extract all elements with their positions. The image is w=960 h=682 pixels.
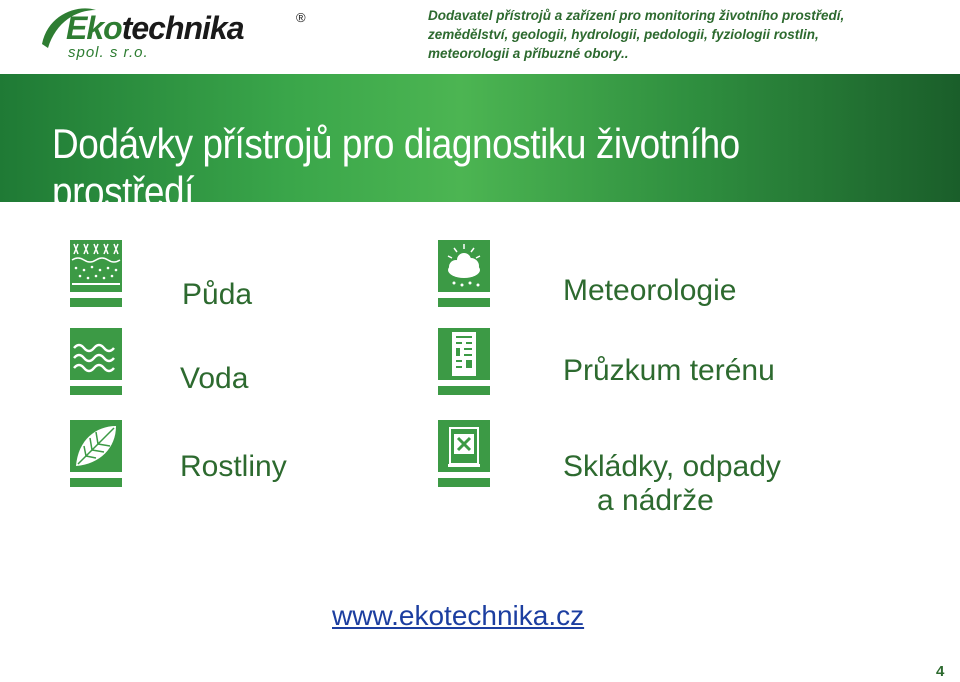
page-number: 4 xyxy=(936,663,945,680)
website-link[interactable]: www.ekotechnika.cz xyxy=(332,600,585,631)
logo-wordmark: Ekotechnika xyxy=(66,10,244,46)
category-waste-line: Skládky, odpady xyxy=(563,450,781,483)
company-logo[interactable] xyxy=(38,4,328,66)
weather-cloud-icon xyxy=(438,240,490,308)
category-waste[interactable] xyxy=(563,450,781,518)
field-survey-icon xyxy=(438,328,490,396)
tagline-line: Dodavatel přístrojů a zařízení pro monitoring životního prostředí, xyxy=(428,8,845,23)
page-title: Dodávky přístrojů pro diagnostiku životního prostředí xyxy=(52,120,740,215)
category-water[interactable]: Voda xyxy=(180,362,249,395)
tagline-line: meteorologii a příbuzné obory.. xyxy=(428,46,629,61)
category-field-survey[interactable]: Průzkum terénu xyxy=(563,354,775,387)
water-waves-icon xyxy=(70,328,122,396)
soil-icon xyxy=(70,240,122,308)
category-waste-line: a nádrže xyxy=(597,484,714,517)
tagline-line: zemědělství, geologii, hydrologii, pedologii, fyziologii rostlin, xyxy=(428,27,819,42)
title-banner xyxy=(0,74,960,215)
category-meteorology[interactable]: Meteorologie xyxy=(563,274,737,307)
registered-mark: ® xyxy=(296,10,306,25)
waste-container-icon xyxy=(438,420,490,488)
leaf-icon xyxy=(70,420,122,488)
category-soil[interactable]: Půda xyxy=(182,278,253,311)
category-plants[interactable]: Rostliny xyxy=(180,450,287,483)
logo-company-suffix: spol. s r.o. xyxy=(68,44,149,61)
header-tagline xyxy=(428,6,948,63)
